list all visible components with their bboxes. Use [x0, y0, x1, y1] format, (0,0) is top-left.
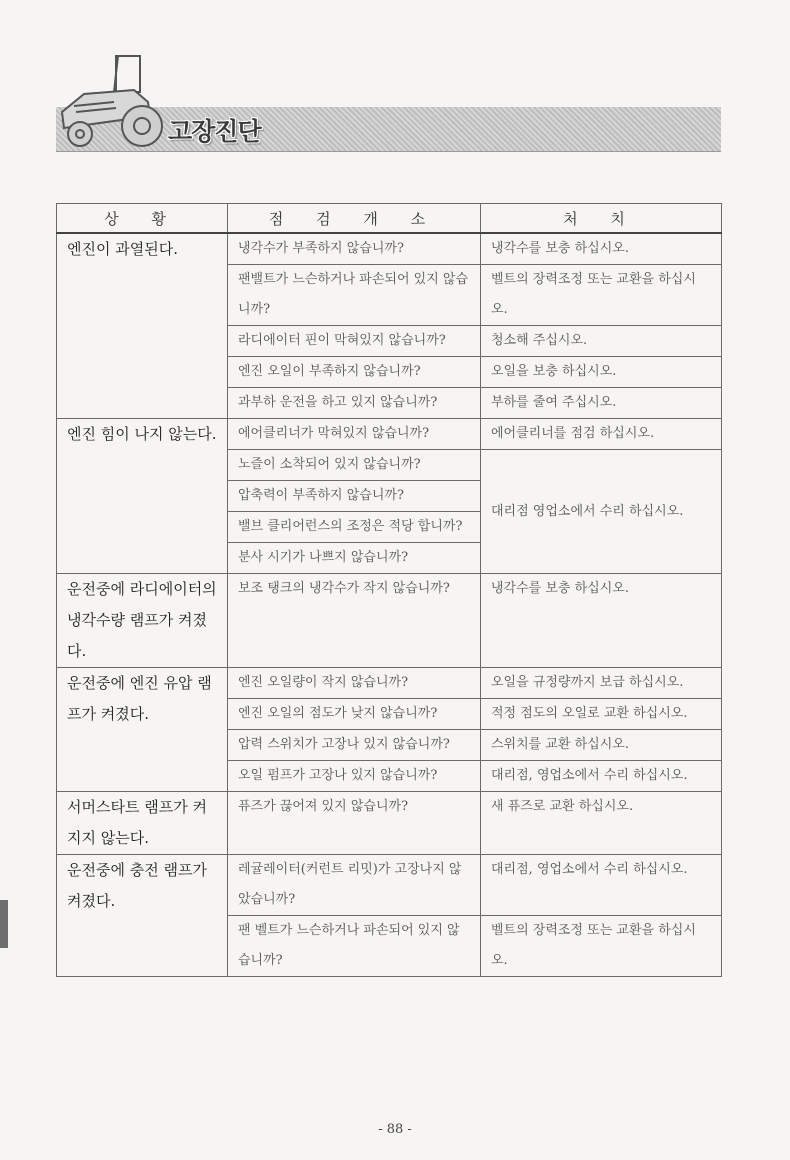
check-cell: 퓨즈가 끊어져 있지 않습니까?	[228, 792, 481, 855]
symptom-cell: 엔진 힘이 나지 않는다.	[57, 419, 228, 574]
check-cell: 엔진 오일량이 작지 않습니까?	[228, 668, 481, 699]
table-row	[57, 233, 722, 265]
check-cell: 엔진 오일이 부족하지 않습니까?	[228, 357, 481, 388]
remedy-cell: 적정 점도의 오일로 교환 하십시오.	[481, 699, 722, 730]
remedy-cell: 냉각수를 보충 하십시오.	[481, 574, 722, 668]
remedy-cell: 냉각수를 보충 하십시오.	[481, 233, 722, 265]
table-row	[57, 574, 722, 668]
column-header-remedy: 처 치	[481, 204, 722, 234]
check-cell: 보조 탱크의 냉각수가 작지 않습니까?	[228, 574, 481, 668]
page-edge-tab	[0, 900, 8, 948]
check-cell: 레귤레이터(커런트 리밋)가 고장나지 않았습니까?	[228, 855, 481, 916]
remedy-cell: 오일을 보충 하십시오.	[481, 357, 722, 388]
symptom-cell: 서머스타트 램프가 켜지지 않는다.	[57, 792, 228, 855]
remedy-cell: 오일을 규정량까지 보급 하십시오.	[481, 668, 722, 699]
check-cell: 분사 시기가 나쁘지 않습니까?	[228, 543, 481, 574]
table-row	[57, 668, 722, 699]
troubleshooting-table	[56, 203, 722, 977]
remedy-cell: 대리점, 영업소에서 수리 하십시오.	[481, 855, 722, 916]
table-header-row	[57, 204, 722, 234]
table-row	[57, 792, 722, 855]
symptom-cell: 운전중에 충전 램프가 켜졌다.	[57, 855, 228, 977]
check-cell: 압축력이 부족하지 않습니까?	[228, 481, 481, 512]
column-header-symptom: 상 황	[57, 204, 228, 234]
table-row	[57, 855, 722, 916]
remedy-cell: 에어클리너를 점검 하십시오.	[481, 419, 722, 450]
remedy-cell: 스위치를 교환 하십시오.	[481, 730, 722, 761]
check-cell: 라디에이터 핀이 막혀있지 않습니까?	[228, 326, 481, 357]
check-cell: 냉각수가 부족하지 않습니까?	[228, 233, 481, 265]
check-cell: 밸브 클리어런스의 조정은 적당 합니까?	[228, 512, 481, 543]
symptom-cell: 운전중에 라디에이터의 냉각수량 램프가 켜졌다.	[57, 574, 228, 668]
remedy-cell: 벨트의 장력조정 또는 교환을 하십시오.	[481, 265, 722, 326]
check-cell: 에어클리너가 막혀있지 않습니까?	[228, 419, 481, 450]
remedy-cell: 부하를 줄여 주십시오.	[481, 388, 722, 419]
page-number: - 88 -	[378, 1122, 412, 1137]
remedy-cell: 청소해 주십시오.	[481, 326, 722, 357]
table-row	[57, 419, 722, 450]
remedy-cell: 벨트의 장력조정 또는 교환을 하십시오.	[481, 916, 722, 977]
check-cell: 노즐이 소착되어 있지 않습니까?	[228, 450, 481, 481]
column-header-check: 점 검 개 소	[228, 204, 481, 234]
check-cell: 팬 벨트가 느슨하거나 파손되어 있지 않습니까?	[228, 916, 481, 977]
page-title: 고장진단	[168, 117, 261, 146]
remedy-cell: 새 퓨즈로 교환 하십시오.	[481, 792, 722, 855]
remedy-cell: 대리점, 영업소에서 수리 하십시오.	[481, 761, 722, 792]
symptom-cell: 운전중에 엔진 유압 램프가 켜졌다.	[57, 668, 228, 792]
check-cell: 오일 펌프가 고장나 있지 않습니까?	[228, 761, 481, 792]
remedy-cell: 대리점 영업소에서 수리 하십시오.	[481, 450, 722, 574]
symptom-cell: 엔진이 과열된다.	[57, 233, 228, 419]
tractor-icon	[54, 50, 166, 152]
check-cell: 과부하 운전을 하고 있지 않습니까?	[228, 388, 481, 419]
check-cell: 압력 스위치가 고장나 있지 않습니까?	[228, 730, 481, 761]
check-cell: 팬밸트가 느슨하거나 파손되어 있지 않습니까?	[228, 265, 481, 326]
check-cell: 엔진 오일의 점도가 낮지 않습니까?	[228, 699, 481, 730]
